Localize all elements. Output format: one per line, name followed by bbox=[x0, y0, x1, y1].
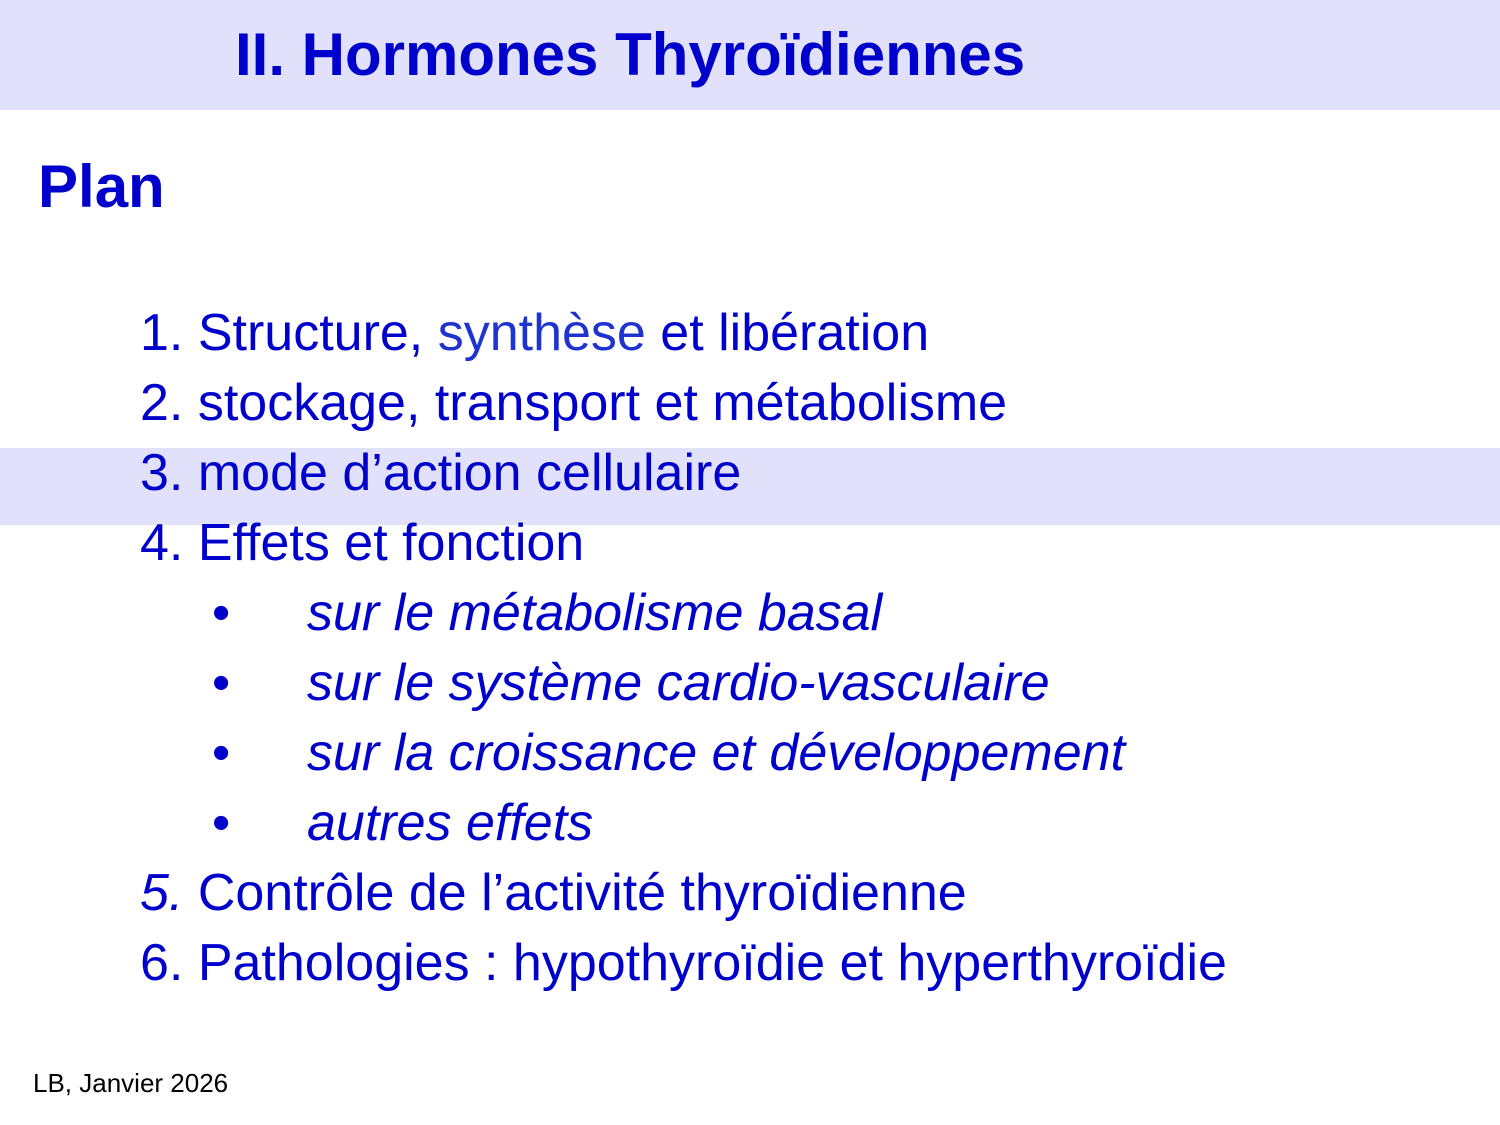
item-text-highlight: synthèse bbox=[437, 304, 646, 362]
item-number: 2. bbox=[140, 374, 184, 432]
slide-title: II. Hormones Thyroïdiennes bbox=[235, 21, 1026, 88]
item-number: 6. bbox=[140, 934, 184, 992]
item-text: Pathologies : hypothyroïdie et hyperthyroïdie bbox=[197, 934, 1227, 992]
sub-item bbox=[140, 578, 1227, 648]
item-text: Contrôle de l’activité thyroïdienne bbox=[197, 864, 967, 922]
plan-heading: Plan bbox=[38, 153, 165, 220]
list-item bbox=[140, 508, 1227, 578]
sub-item-text: sur la croissance et développement bbox=[307, 724, 1126, 782]
list-item-current bbox=[140, 438, 1227, 508]
item-text: Structure, bbox=[197, 304, 438, 362]
item-number: 5. bbox=[140, 864, 184, 922]
list-item bbox=[140, 858, 1227, 928]
plan-list bbox=[140, 298, 1227, 998]
sub-item bbox=[140, 648, 1227, 718]
sub-item bbox=[140, 788, 1227, 858]
list-item bbox=[140, 368, 1227, 438]
item-text: Effets et fonction bbox=[197, 514, 585, 572]
sub-item-text: autres effets bbox=[307, 794, 594, 852]
sub-item-text: sur le système cardio-vasculaire bbox=[307, 654, 1050, 712]
item-text: et libération bbox=[645, 304, 930, 362]
footer-text: LB, Janvier 2026 bbox=[33, 1068, 229, 1098]
item-text: stockage, transport et métabolisme bbox=[197, 374, 1008, 432]
bullet-icon: • bbox=[212, 724, 231, 782]
item-number: 4. bbox=[140, 514, 184, 572]
item-text: mode d’action cellulaire bbox=[197, 444, 742, 502]
list-item bbox=[140, 928, 1227, 998]
sub-item bbox=[140, 718, 1227, 788]
item-number: 3. bbox=[140, 444, 184, 502]
item-number: 1. bbox=[140, 304, 184, 362]
sub-item-text: sur le métabolisme basal bbox=[307, 584, 883, 642]
bullet-icon: • bbox=[212, 794, 231, 852]
bullet-icon: • bbox=[212, 584, 231, 642]
list-item bbox=[140, 298, 1227, 368]
bullet-icon: • bbox=[212, 654, 231, 712]
